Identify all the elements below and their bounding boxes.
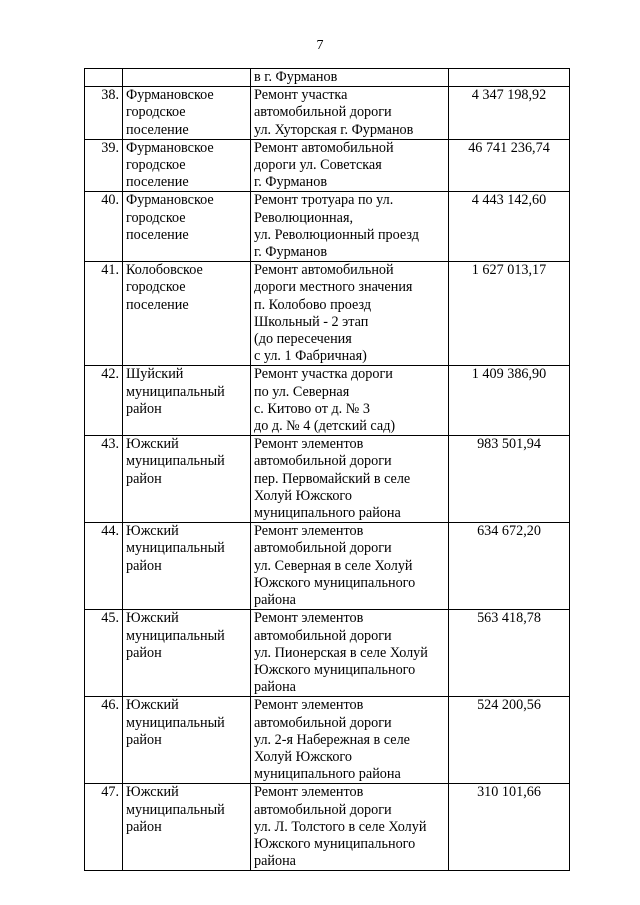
object-line: Холуй Южского: [254, 487, 352, 504]
object-line: по ул. Северная: [254, 383, 350, 400]
municipality-line: поселение: [126, 121, 189, 138]
municipality-line: Шуйский: [126, 366, 184, 383]
amount-value: 563 418,78: [477, 610, 541, 627]
municipality-line: район: [126, 644, 162, 661]
municipality-line: муниципальный: [126, 540, 225, 557]
row-number: 38.: [101, 87, 119, 104]
object-line: Ремонт элементов: [254, 436, 364, 453]
municipality-line: район: [126, 731, 162, 748]
object-line: Южского муниципального: [254, 661, 416, 678]
object-line: пер. Первомайский в селе: [254, 470, 411, 487]
object-line: района: [254, 679, 296, 696]
municipality-line: муниципальный: [126, 801, 225, 818]
amount-value: 4 443 142,60: [471, 192, 547, 209]
amount-value: 634 672,20: [477, 523, 541, 540]
row-number-cell: [85, 784, 123, 871]
row-number: 42.: [101, 366, 119, 383]
municipality-line: городское: [126, 279, 186, 296]
object-line: дороги ул. Советская: [254, 157, 382, 174]
table-row: [85, 139, 570, 192]
object-line: ул. Революционный проезд: [254, 226, 419, 243]
object-line: Ремонт элементов: [254, 523, 364, 540]
object-cell: [251, 262, 449, 366]
object-line: ул. 2-я Набережная в селе: [254, 731, 410, 748]
municipality-line: муниципальный: [126, 383, 225, 400]
municipality-line: муниципальный: [126, 453, 225, 470]
object-cell: [251, 366, 449, 436]
object-cell: [251, 523, 449, 610]
table-row: [85, 366, 570, 436]
municipality-cell: [123, 610, 251, 697]
municipality-line: муниципальный: [126, 714, 225, 731]
object-line: Ремонт автомобильной: [254, 262, 394, 279]
object-line: (до пересечения: [254, 331, 352, 348]
object-line: автомобильной дороги: [254, 104, 392, 121]
municipality-cell: [123, 697, 251, 784]
table-row: [85, 784, 570, 871]
amount-cell: [449, 69, 570, 87]
object-cell: [251, 87, 449, 140]
row-number-cell: [85, 610, 123, 697]
row-number: 45.: [101, 610, 119, 627]
object-line: района: [254, 853, 296, 870]
object-line: с. Китово от д. № 3: [254, 400, 370, 417]
object-line: г. Фурманов: [254, 244, 328, 261]
object-cell: [251, 139, 449, 192]
amount-cell: [449, 192, 570, 262]
row-number-cell: [85, 192, 123, 262]
municipality-line: поселение: [126, 296, 189, 313]
object-line: муниципального района: [254, 766, 401, 783]
municipality-line: Фурмановское: [126, 139, 214, 156]
municipality-line: городское: [126, 104, 186, 121]
municipality-cell: [123, 366, 251, 436]
road-repair-table: [84, 68, 570, 871]
object-line: п. Колобово проезд: [254, 296, 372, 313]
municipality-line: район: [126, 557, 162, 574]
amount-cell: [449, 610, 570, 697]
page-number: 7: [316, 38, 324, 53]
amount-value: 983 501,94: [477, 436, 541, 453]
table-row: [85, 610, 570, 697]
table-row: [85, 436, 570, 523]
row-number-cell: [85, 523, 123, 610]
table-row: [85, 192, 570, 262]
municipality-cell: [123, 192, 251, 262]
amount-cell: [449, 139, 570, 192]
object-line: Ремонт автомобильной: [254, 139, 394, 156]
row-number: 40.: [101, 192, 119, 209]
object-line: г. Фурманов: [254, 174, 328, 191]
object-line: ул. Л. Толстого в селе Холуй: [254, 818, 427, 835]
object-line: муниципального района: [254, 505, 401, 522]
object-line: автомобильной дороги: [254, 540, 392, 557]
amount-cell: [449, 697, 570, 784]
municipality-cell: [123, 139, 251, 192]
object-line: автомобильной дороги: [254, 453, 392, 470]
object-line: ул. Пионерская в селе Холуй: [254, 644, 428, 661]
row-number: 43.: [101, 436, 119, 453]
amount-value: 524 200,56: [477, 697, 541, 714]
municipality-line: Фурмановское: [126, 192, 214, 209]
object-line: Ремонт участка дороги: [254, 366, 393, 383]
object-line: района: [254, 592, 296, 609]
row-number: 47.: [101, 784, 119, 801]
municipality-line: городское: [126, 157, 186, 174]
table-row: [85, 87, 570, 140]
object-line: Революционная,: [254, 209, 354, 226]
object-line: Ремонт тротуара по ул.: [254, 192, 394, 209]
amount-cell: [449, 366, 570, 436]
object-line: автомобильной дороги: [254, 627, 392, 644]
amount-value: 4 347 198,92: [471, 87, 547, 104]
table-body: [85, 69, 570, 871]
municipality-line: Фурмановское: [126, 87, 214, 104]
object-line: автомобильной дороги: [254, 801, 392, 818]
amount-cell: [449, 784, 570, 871]
municipality-line: Южский: [126, 523, 179, 540]
object-line: Южского муниципального: [254, 835, 416, 852]
object-line: ул. Северная в селе Холуй: [254, 557, 413, 574]
object-line: Ремонт элементов: [254, 784, 364, 801]
row-number-cell: [85, 366, 123, 436]
table-row: [85, 523, 570, 610]
row-number-cell: [85, 139, 123, 192]
municipality-line: поселение: [126, 226, 189, 243]
object-line: ул. Хуторская г. Фурманов: [254, 121, 414, 138]
object-line: до д. № 4 (детский сад): [254, 418, 396, 435]
amount-value: 1 627 013,17: [471, 262, 547, 279]
row-number-cell: [85, 87, 123, 140]
object-line: Школьный - 2 этап: [254, 313, 369, 330]
municipality-cell: [123, 262, 251, 366]
amount-value: 310 101,66: [477, 784, 541, 801]
amount-cell: [449, 87, 570, 140]
municipality-line: район: [126, 400, 162, 417]
municipality-line: Южский: [126, 436, 179, 453]
municipality-cell: [123, 87, 251, 140]
row-number: 39.: [101, 139, 119, 156]
municipality-line: Колобовское: [126, 262, 203, 279]
row-number-cell: [85, 262, 123, 366]
table-row: [85, 69, 570, 87]
object-line: Южского муниципального: [254, 574, 416, 591]
municipality-cell: [123, 784, 251, 871]
object-cell: [251, 784, 449, 871]
municipality-line: Южский: [126, 784, 179, 801]
amount-value: 1 409 386,90: [471, 366, 547, 383]
municipality-line: поселение: [126, 174, 189, 191]
object-line: дороги местного значения: [254, 279, 413, 296]
table-row: [85, 697, 570, 784]
row-number-cell: [85, 697, 123, 784]
object-cell: [251, 192, 449, 262]
municipality-line: Южский: [126, 697, 179, 714]
row-number: 44.: [101, 523, 119, 540]
amount-cell: [449, 436, 570, 523]
object-cell: [251, 697, 449, 784]
object-cell: [251, 69, 449, 87]
municipality-line: муниципальный: [126, 627, 225, 644]
row-number-cell: [85, 69, 123, 87]
object-line: с ул. 1 Фабричная): [254, 348, 367, 365]
amount-value: 46 741 236,74: [468, 139, 550, 156]
municipality-line: район: [126, 818, 162, 835]
amount-cell: [449, 262, 570, 366]
municipality-line: район: [126, 470, 162, 487]
table-row: [85, 262, 570, 366]
object-line: Ремонт участка: [254, 87, 348, 104]
object-line: Ремонт элементов: [254, 610, 364, 627]
municipality-cell: [123, 523, 251, 610]
row-number: 41.: [101, 262, 119, 279]
object-cell: [251, 436, 449, 523]
row-number-cell: [85, 436, 123, 523]
municipality-cell: [123, 436, 251, 523]
object-cell: [251, 610, 449, 697]
object-line: в г. Фурманов: [254, 69, 338, 85]
row-number: 46.: [101, 697, 119, 714]
municipality-line: Южский: [126, 610, 179, 627]
object-line: Ремонт элементов: [254, 697, 364, 714]
municipality-line: городское: [126, 209, 186, 226]
object-line: автомобильной дороги: [254, 714, 392, 731]
object-line: Холуй Южского: [254, 748, 352, 765]
amount-cell: [449, 523, 570, 610]
municipality-cell: [123, 69, 251, 87]
